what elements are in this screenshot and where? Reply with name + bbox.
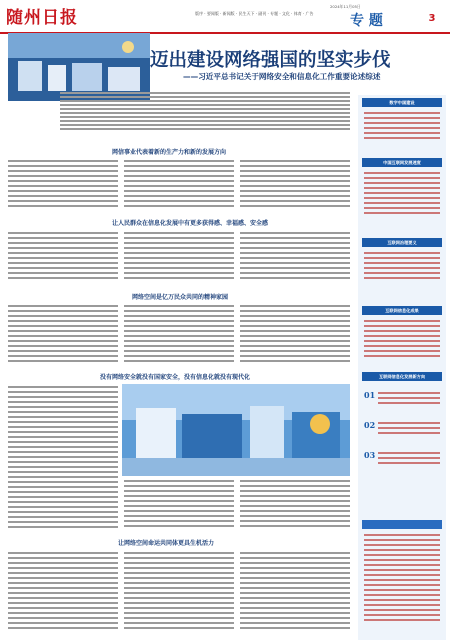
sidebar-heading-2: 中国互联网发展速度 bbox=[362, 158, 442, 167]
headline: 迈出建设网络强国的坚实步伐 bbox=[150, 50, 391, 71]
section-title: 专 题 bbox=[350, 13, 383, 29]
section-heading-2: 让人民群众在信息化发展中有更多获得感、幸福感、安全感 bbox=[112, 220, 269, 227]
nav-row[interactable]: 版序 · 要闻版 · 新闻版 · 民生天下 · 副刊 · 专题 · 文化 · 体育 · 广告 bbox=[195, 11, 314, 16]
5g-photo bbox=[122, 384, 350, 476]
sidebar-heading-4: 互联网信息化成果 bbox=[362, 306, 442, 315]
sidebar-heading-3: 互联网治理要义 bbox=[362, 238, 442, 247]
paper-name: 随州日报 bbox=[6, 8, 78, 28]
sidebar-heading-6 bbox=[362, 520, 442, 529]
sidebar-heading-1: 数字中国建设 bbox=[362, 98, 442, 107]
section-heading-1: 网信事业代表着新的生产力和新的发展方向 bbox=[112, 149, 227, 156]
sidebar-number-3: 03 bbox=[364, 450, 376, 460]
top-photo bbox=[8, 33, 150, 101]
section-heading-5: 让网络空间命运共同体更具生机活力 bbox=[118, 540, 215, 547]
sidebar-number-2: 02 bbox=[364, 420, 376, 430]
date-line: 2024年11月05日 bbox=[330, 4, 361, 9]
page-number: 3 bbox=[428, 13, 436, 24]
section-heading-4: 没有网络安全就没有国家安全，没有信息化就没有现代化 bbox=[100, 374, 251, 381]
section-heading-3: 网络空间是亿万民众共同的精神家园 bbox=[132, 294, 229, 301]
subheadline: ——习近平总书记关于网络安全和信息化工作重要论述综述 bbox=[183, 72, 381, 81]
sidebar-number-1: 01 bbox=[364, 390, 376, 400]
sidebar-heading-5: 互联网信息化发展新方向 bbox=[362, 372, 442, 381]
